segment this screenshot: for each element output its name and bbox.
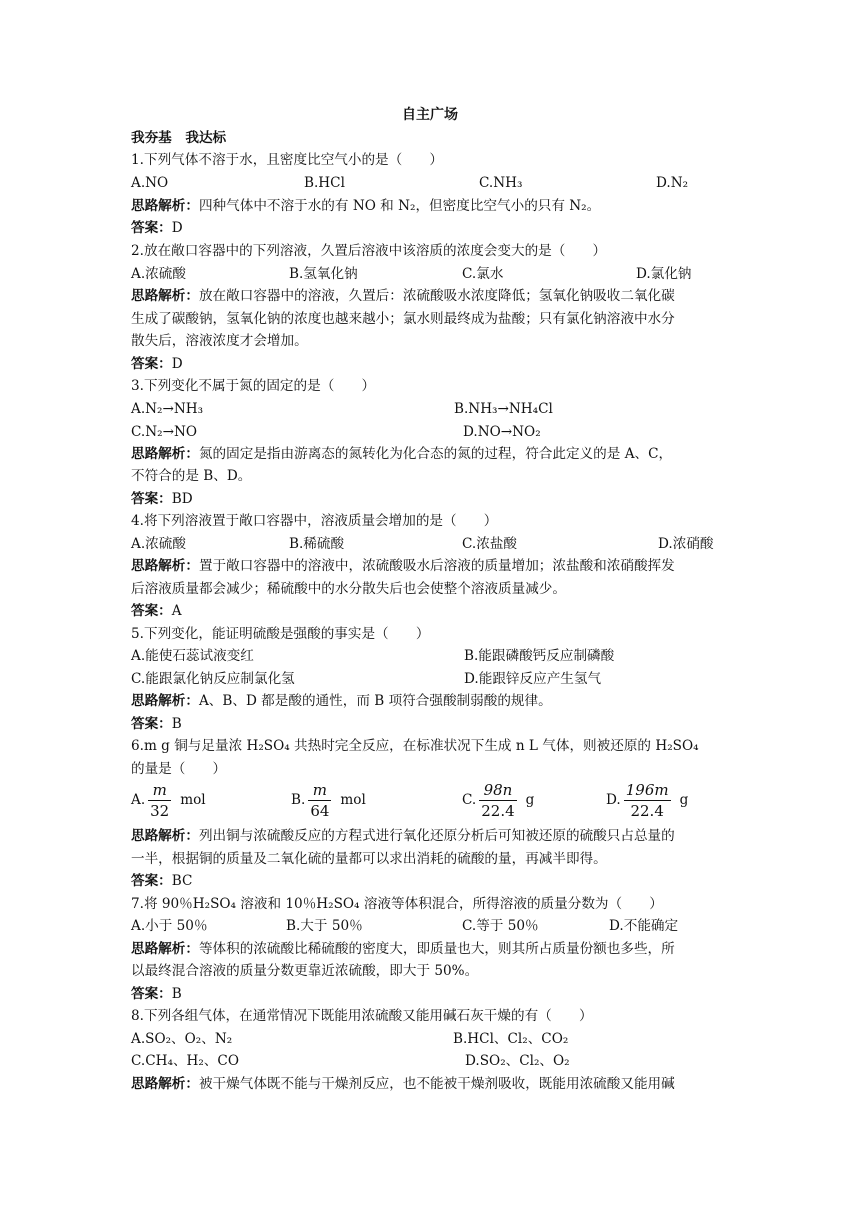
- q7-answer: [131, 983, 731, 1005]
- q1-analysis: [131, 195, 731, 217]
- q8-option-d: D.SO₂、Cl₂、O₂: [465, 1053, 570, 1069]
- fraction: [479, 780, 516, 821]
- answer-value: A: [171, 603, 182, 619]
- q3-option-d: D.NO→NO₂: [463, 424, 541, 440]
- analysis-label: 思路解析：: [131, 828, 199, 844]
- q8-analysis: [131, 1073, 731, 1095]
- q5-analysis: [131, 690, 731, 712]
- option-unit: g: [679, 792, 689, 808]
- fraction-denominator: 64: [310, 802, 330, 820]
- answer-label: 答案：: [131, 716, 172, 732]
- q1-option-c: C.NH₃: [479, 175, 523, 191]
- answer-value: BD: [171, 491, 193, 507]
- fraction-denominator: 32: [150, 802, 170, 820]
- q4-option-d: D.浓硝酸: [658, 536, 714, 552]
- q5-option-b: B.能跟磷酸钙反应制磷酸: [464, 648, 615, 664]
- analysis-text: 等体积的浓硫酸比稀硫酸的密度大，即质量也大，则其所占质量份额也多些，所: [198, 941, 675, 957]
- q7-option-a: A.小于 50％: [131, 918, 208, 934]
- analysis-label: 思路解析：: [131, 198, 199, 214]
- q2-option-a: A.浓硫酸: [131, 266, 186, 282]
- analysis-text: 列出铜与浓硫酸反应的方程式进行氧化还原分析后可知被还原的硫酸只占总量的: [198, 828, 675, 844]
- q5-option-d: D.能跟锌反应产生氢气: [464, 671, 602, 687]
- question-1-stem: 1.下列气体不溶于水，且密度比空气小的是（ ）: [131, 152, 444, 168]
- q3-analysis: [131, 443, 731, 465]
- q1-answer: [131, 217, 731, 239]
- q8-option-b: B.HCl、Cl₂、CO₂: [453, 1031, 569, 1047]
- answer-value: D: [171, 220, 183, 236]
- q2-analysis: [131, 285, 731, 307]
- q3-answer: [131, 488, 731, 510]
- q8-option-c: C.CH₄、H₂、CO: [131, 1053, 239, 1069]
- q4-option-a: A.浓硫酸: [131, 536, 186, 552]
- q3-analysis-line-2: 不符合的是 B、D。: [131, 468, 252, 484]
- analysis-text: 置于敞口容器中的溶液中，浓硫酸吸水后溶液的质量增加；浓盐酸和浓硝酸挥发: [198, 558, 675, 574]
- fraction-denominator: 22.4: [630, 802, 664, 820]
- q1-option-b: B.HCl: [304, 175, 345, 191]
- option-unit: mol: [180, 792, 206, 808]
- q4-analysis-line-2: 后溶液质量都会减少；稀硫酸中的水分散失后也会使整个溶液质量减少。: [131, 581, 566, 597]
- option-prefix: B.: [291, 792, 306, 808]
- section-heading: 我夯基 我达标: [131, 130, 227, 146]
- q5-option-c: C.能跟氯化钠反应制氯化氢: [131, 671, 295, 687]
- analysis-label: 思路解析：: [131, 558, 199, 574]
- analysis-text: 被干燥气体既不能与干燥剂反应，也不能被干燥剂吸收，既能用浓硫酸又能用碱: [198, 1076, 675, 1092]
- q7-analysis-line-2: 以最终混合溶液的质量分数更靠近浓硫酸，即大于 50%。: [131, 963, 479, 979]
- q4-analysis: [131, 555, 731, 577]
- q4-answer: [131, 600, 731, 622]
- analysis-text: 四种气体中不溶于水的有 NO 和 N₂，但密度比空气小的只有 N₂。: [198, 198, 601, 214]
- analysis-label: 思路解析：: [131, 941, 199, 957]
- q5-answer: [131, 713, 731, 735]
- q2-option-b: B.氢氧化钠: [289, 266, 358, 282]
- option-prefix: D.: [606, 792, 621, 808]
- q6-option-d: [606, 780, 688, 821]
- question-8-stem: 8.下列各组气体，在通常情况下既能用浓硫酸又能用碱石灰干燥的有（ ）: [131, 1008, 593, 1024]
- q3-option-b: B.NH₃→NH₄Cl: [454, 401, 553, 417]
- q7-analysis: [131, 938, 731, 960]
- q6-option-c: [462, 780, 534, 821]
- fraction: [148, 780, 171, 821]
- q6-option-a: [131, 780, 206, 821]
- q4-option-b: B.稀硫酸: [289, 536, 345, 552]
- fraction: [308, 780, 331, 821]
- analysis-text: 放在敞口容器中的溶液，久置后：浓硫酸吸水浓度降低；氢氧化钠吸收二氧化碳: [198, 288, 675, 304]
- q5-option-a: A.能使石蕊试液变红: [131, 648, 254, 664]
- q2-option-d: D.氯化钠: [636, 266, 692, 282]
- q2-option-c: C.氯水: [462, 266, 504, 282]
- page-title: 自主广场: [402, 107, 458, 123]
- q7-option-b: B.大于 50％: [286, 918, 363, 934]
- q2-analysis-line-3: 散失后，溶液浓度才会增加。: [131, 333, 308, 349]
- answer-label: 答案：: [131, 986, 172, 1002]
- q4-option-c: C.浓盐酸: [462, 536, 518, 552]
- question-3-stem: 3.下列变化不属于氮的固定的是（ ）: [131, 378, 376, 394]
- fraction-numerator: m: [148, 780, 171, 801]
- answer-value: B: [171, 716, 182, 732]
- analysis-label: 思路解析：: [131, 288, 199, 304]
- answer-label: 答案：: [131, 491, 172, 507]
- q7-option-d: D.不能确定: [609, 918, 679, 934]
- fraction-numerator: m: [308, 780, 331, 801]
- answer-label: 答案：: [131, 356, 172, 372]
- q8-option-a: A.SO₂、O₂、N₂: [131, 1031, 233, 1047]
- fraction-numerator: 98n: [479, 780, 516, 801]
- q1-option-a: A.NO: [131, 175, 169, 191]
- q6-analysis-line-2: 一半，根据铜的质量及二氧化硫的量都可以求出消耗的硫酸的量，再减半即得。: [131, 851, 607, 867]
- analysis-label: 思路解析：: [131, 1076, 199, 1092]
- q3-option-c: C.N₂→NO: [131, 424, 198, 440]
- option-prefix: A.: [131, 792, 146, 808]
- option-unit: mol: [340, 792, 366, 808]
- question-7-stem: 7.将 90％H₂SO₄ 溶液和 10％H₂SO₄ 溶液等体积混合，所得溶液的质量分数为（ ）: [131, 896, 663, 912]
- answer-value: B: [171, 986, 182, 1002]
- answer-value: BC: [171, 873, 193, 889]
- question-2-stem: 2.放在敞口容器中的下列溶液，久置后溶液中该溶质的浓度会变大的是（ ）: [131, 243, 607, 259]
- question-6-stem-line-2: 的量是（ ）: [131, 761, 227, 777]
- fraction: [624, 780, 671, 821]
- q6-option-b: [291, 780, 366, 821]
- question-4-stem: 4.将下列溶液置于敞口容器中，溶液质量会增加的是（ ）: [131, 513, 498, 529]
- analysis-label: 思路解析：: [131, 446, 199, 462]
- question-6-stem: 6.m g 铜与足量浓 H₂SO₄ 共热时完全反应，在标准状况下生成 n L 气体，则被还原的 H₂SO₄: [131, 738, 699, 754]
- answer-label: 答案：: [131, 220, 172, 236]
- q6-analysis: [131, 825, 731, 847]
- fraction-numerator: 196m: [625, 781, 669, 799]
- question-5-stem: 5.下列变化，能证明硫酸是强酸的事实是（ ）: [131, 626, 430, 642]
- q7-option-c: C.等于 50％: [462, 918, 539, 934]
- option-unit: g: [525, 792, 535, 808]
- analysis-label: 思路解析：: [131, 693, 199, 709]
- analysis-text: A、B、D 都是酸的通性，而 B 项符合强酸制弱酸的规律。: [198, 693, 552, 709]
- option-prefix: C.: [462, 792, 477, 808]
- q2-analysis-line-2: 生成了碳酸钠，氢氧化钠的浓度也越来越小；氯水则最终成为盐酸；只有氯化钠溶液中水分: [131, 311, 675, 327]
- answer-value: D: [171, 356, 183, 372]
- q2-answer: [131, 353, 731, 375]
- q3-option-a: A.N₂→NH₃: [131, 401, 204, 417]
- answer-label: 答案：: [131, 873, 172, 889]
- q1-option-d: D.N₂: [656, 175, 689, 191]
- analysis-text: 氮的固定是指由游离态的氮转化为化合态的氮的过程，符合此定义的是 A、C，: [198, 446, 673, 462]
- fraction-denominator: 22.4: [481, 802, 515, 820]
- q6-answer: [131, 870, 731, 892]
- answer-label: 答案：: [131, 603, 172, 619]
